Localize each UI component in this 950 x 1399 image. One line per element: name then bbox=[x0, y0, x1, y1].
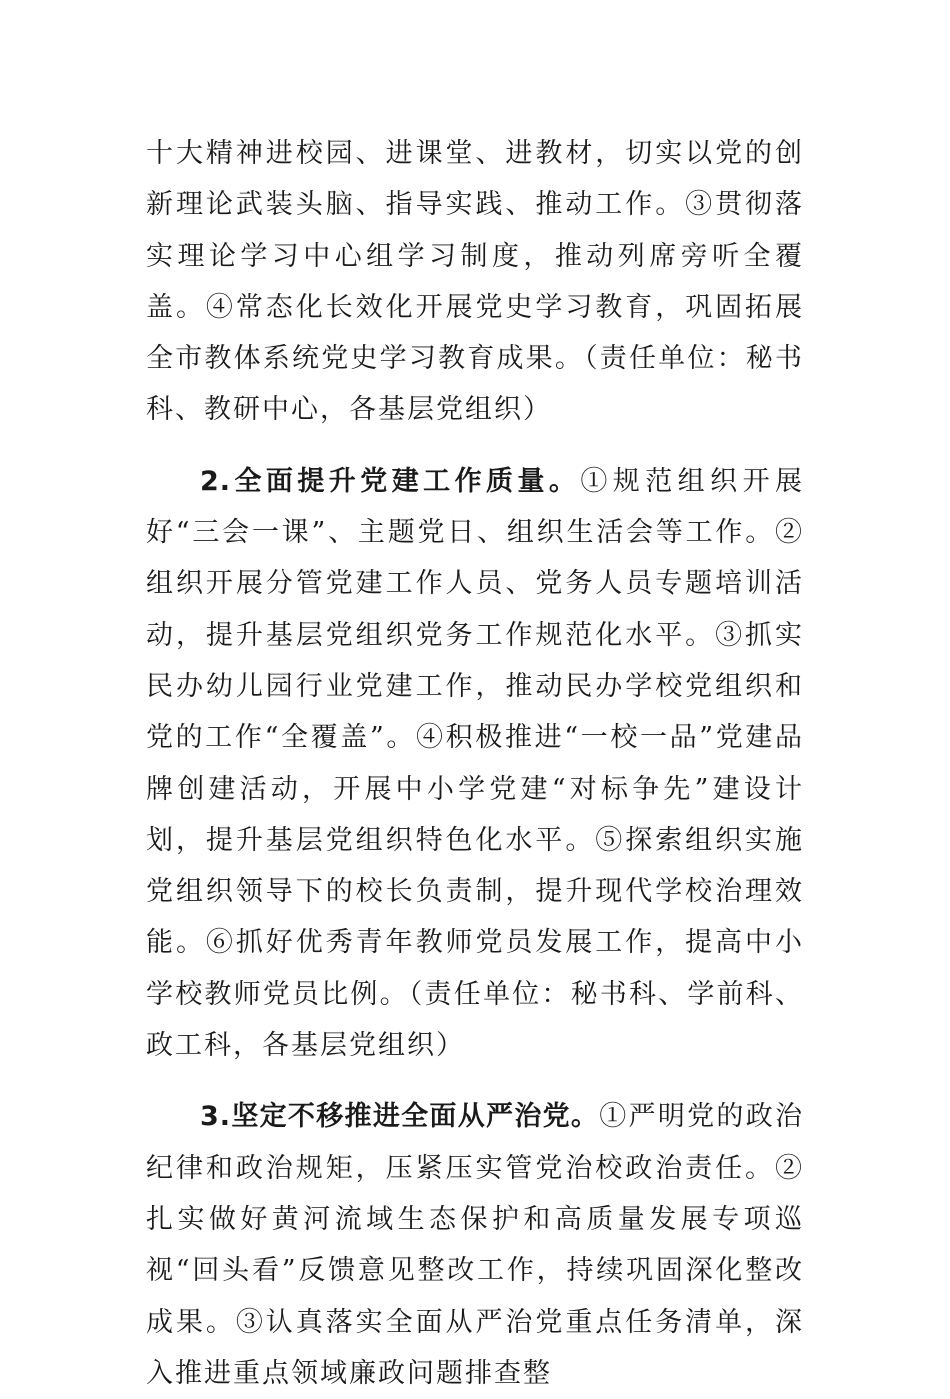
paragraph-2 bbox=[146, 456, 804, 1072]
paragraph-3-heading: 3.坚定不移推进全面从严治党。 bbox=[200, 1101, 600, 1133]
document-body bbox=[146, 128, 804, 1399]
paragraph-3 bbox=[146, 1091, 804, 1399]
paragraph-2-heading: 2.全面提升党建工作质量。 bbox=[200, 465, 581, 497]
paragraph-3-text: ①严明党的政治纪律和政治规矩，压紧压实管党治校政治责任。②扎实做好黄河流域生态保护和高质量发展专项巡视“回头看”反馈意见整改工作，持续巩固深化整改成果。③认真落实全面从严治党重点任务清单，深入推进重点领域廉政问题排查整 bbox=[146, 1101, 805, 1389]
paragraph-1-text: 十大精神进校园、进课堂、进教材，切实以党的创新理论武装头脑、指导实践、推动工作。③贯彻落实理论学习中心组学习制度，推动列席旁听全覆盖。④常态化长效化开展党史学习教育，巩固拓展全市教体系统党史学习教育成果。（责任单位：秘书科、教研中心，各基层党组织） bbox=[146, 138, 804, 426]
paragraph-gap bbox=[146, 1071, 804, 1091]
paragraph-2-text: ①规范组织开展好“三会一课”、主题党日、组织生活会等工作。②组织开展分管党建工作人员、党务人员专题培训活动，提升基层党组织党务工作规范化水平。③抓实民办幼儿园行业党建工作，推动民办学校党组织和党的工作“全覆盖”。④积极推进“一校一品”党建品牌创建活动，开展中小学党建“对标争先”建设计划，提升基层党组织特色化水平。⑤探索组织实施党组织领导下的校长负责制，提升现代学校治理效能。⑥抓好优秀青年教师党员发展工作，提高中小学校教师党员比例。（责任单位：秘书科、学前科、政工科，各基层党组织） bbox=[146, 465, 805, 1062]
paragraph-1 bbox=[146, 128, 804, 436]
paragraph-gap bbox=[146, 436, 804, 456]
